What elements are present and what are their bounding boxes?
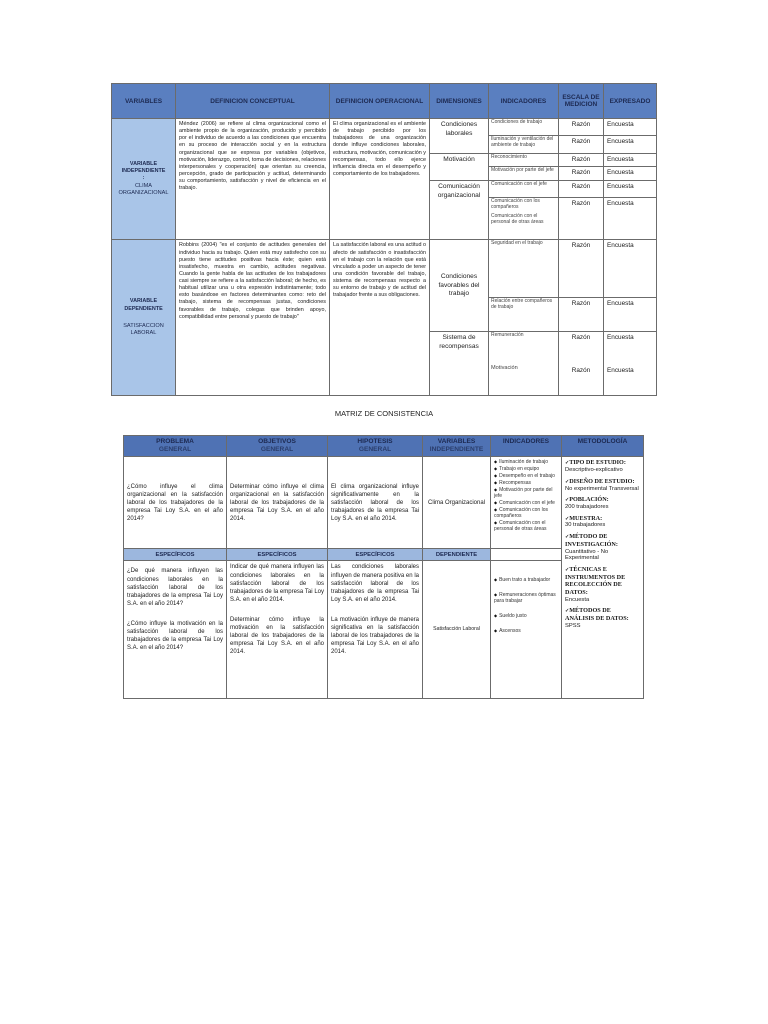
indicadores-dependiente — [491, 561, 562, 699]
expresado-cell: Encuesta — [604, 198, 657, 240]
var-indep-title: VARIABLE INDEPENDIENTE — [121, 161, 166, 175]
hipotesis-especifica: Las condiciones laborales influyen de manera positiva en la satisfacción laboral de los trabajadores de la empresa Tai Loy S.A. en el año 2014. — [331, 564, 419, 603]
objetivo-general: Determinar cómo influye el clima organizacional en la satisfacción laboral de los trabajadores de la empresa Tai Loy S.A. en el año 2014. — [227, 457, 328, 549]
indep-indicator-list — [494, 459, 558, 532]
list-item: ◆ Comunicación con los compañeros — [494, 507, 558, 519]
problemas-especificos — [124, 561, 227, 699]
problema-especifico: ¿Cómo influye la motivación en la satisfacción laboral de los trabajadores de la empresa Tai Loy S.A. en el año 2014? — [127, 620, 223, 651]
header-objetivos — [227, 436, 328, 457]
escala-value: Razón — [571, 334, 591, 342]
header-metodologia — [562, 436, 644, 457]
expresado-cell: Encuesta — [604, 240, 657, 298]
metodologia-item — [565, 566, 640, 603]
list-item: ◆ Motivación por parte del jefe — [494, 487, 558, 499]
header-expresado: EXPRESADO — [604, 84, 657, 119]
indicator — [489, 332, 559, 396]
def-operacional-1: El clima organizacional es el ambiente de trabajo percibido por los trabajadores de una organización donde influye condiciones laborales, estructura, motivación, comunicación y recompensas, todo ello ejerce influencia directa en el desempeño y comportamiento de los trabajadores. — [330, 119, 430, 240]
header-indicadores-a: INDICADORES — [502, 438, 550, 445]
indicator-line: Motivación — [491, 365, 518, 372]
metodologia-value: 200 trabajadores — [565, 504, 609, 511]
dep-indicator-list — [494, 577, 558, 634]
subheader-especificos: ESPECÍFICOS — [328, 549, 423, 561]
metodologia-item — [565, 459, 640, 473]
metodologia-label: ✓ POBLACIÓN: — [565, 496, 609, 503]
list-item: ◆ Ascensos — [494, 628, 558, 634]
metodologia-item — [565, 515, 640, 529]
expresado-cell: Encuesta — [604, 181, 657, 198]
dim-sistema-recompensas: Sistema de recompensas — [430, 332, 489, 396]
escala-cell: Razón — [559, 198, 604, 240]
metodologia-value: Cuantitativo - No Experimental — [565, 548, 609, 562]
list-item: ◆ Remuneraciones óptimas para trabajar — [494, 592, 558, 604]
header-variables-b: INDEPENDIENTE — [429, 446, 484, 454]
list-item: ◆ Trabajo en equipo — [494, 466, 558, 472]
var-dep-title: VARIABLE DEPENDIENTE — [124, 298, 163, 312]
subheader-dependiente: DEPENDIENTE — [423, 549, 491, 561]
operationalization-table — [111, 83, 657, 396]
hipotesis-general: El clima organizacional influye significativamente en la satisfacción laboral de los trabajadores de la empresa Tai Loy S.A. en el año 2014. — [328, 457, 423, 549]
metodologia-value: Descriptivo-explicativo — [565, 467, 623, 474]
metodologia-label: ✓ MÉTODO DE INVESTIGACIÓN: — [565, 533, 618, 548]
metodologia-label: ✓ MÉTODOS DE ANÁLISIS DE DATOS: — [565, 607, 629, 622]
escala-cell: Razón — [559, 119, 604, 136]
indicator: Seguridad en el trabajo — [489, 240, 559, 298]
var-indep-sep: : — [142, 175, 145, 182]
expresado-cell: Encuesta — [604, 119, 657, 136]
dim-condiciones-laborales: Condiciones laborales — [430, 119, 489, 154]
def-operacional-2: La satisfacción laboral es una actitud o afecto de satisfacción o insatisfacción en el trabajo con la relación que está vinculado a poder un aspecto de tener una condición favorable del trabajo, sistema de recompensas respecto a su entorno de trabajo y de actitud del trabajador frente a sus obligaciones. — [330, 240, 430, 396]
var-independiente-cell — [112, 119, 176, 240]
metodologia-item — [565, 478, 640, 492]
escala-cell: Razón — [559, 298, 604, 332]
header-indicadores — [491, 436, 562, 457]
metodologia-item — [565, 607, 640, 629]
indicadores-independiente — [491, 457, 562, 549]
header-problema-b: GENERAL — [158, 446, 192, 454]
list-item: ◆ Recompensas — [494, 480, 558, 486]
metodologia-label: ✓ MUESTRA: — [565, 515, 602, 522]
expresado-cell: Encuesta — [604, 298, 657, 332]
objetivos-especificos — [227, 561, 328, 699]
indicator-line: Comunicación con el personal de otras áreas — [491, 212, 544, 225]
header-objetivos-b: GENERAL — [260, 446, 294, 454]
header-problema — [124, 436, 227, 457]
metodologia-value: No experimental Transversal — [565, 485, 639, 492]
escala-cell: Razón — [559, 240, 604, 298]
def-conceptual-2: Robbins (2004) "es el conjunto de actitudes generales del individuo hacia su trabajo. Quien está muy satisfecho con su puesto tiene actitudes positivas hacia éste; quien está insatisfecho, muestra en cambio, actitudes negativas. Cuando la gente habla de las actitudes de los trabajadores casi siempre se refiere a la satisfacción laboral; de hecho, es habitual utilizar una u otra expresión indistintamente; todo esto basándose en factores determinantes como: reto del trabajo, sistema de recompensas justas, condiciones favorables de trabajo, colegas que brinden apoyo, compatibilidad entre personal y puesto de trabajo" — [176, 240, 330, 396]
list-item: ◆ Iluminación de trabajo — [494, 459, 558, 465]
indicator — [489, 198, 559, 240]
expresado-cell: Encuesta — [604, 167, 657, 181]
var-dependiente-cell — [112, 240, 176, 396]
header-escala: ESCALA DE MEDICION — [559, 84, 604, 119]
subheader-especificos: ESPECÍFICOS — [227, 549, 328, 561]
metodologia-cell — [562, 457, 644, 699]
indicator: Iluminación y ventilación del ambiente de trabajo — [489, 136, 559, 154]
escala-cell — [559, 332, 604, 396]
metodologia-label: ✓ TIPO DE ESTUDIO: — [565, 459, 626, 466]
metodologia-item — [565, 496, 640, 510]
dim-motivacion: Motivación — [430, 154, 489, 181]
header-hipotesis-b: GENERAL — [358, 446, 392, 454]
hipotesis-especifica: La motivación influye de manera significativa en la satisfacción laboral de los trabajadores de la empresa Tai Loy S.A. en el año 2014. — [331, 616, 419, 655]
var-dep-name: SATISFACCION LABORAL — [123, 322, 164, 337]
indicator: Condiciones de trabajo — [489, 119, 559, 136]
escala-value: Razón — [571, 366, 591, 374]
expresado-cell: Encuesta — [604, 136, 657, 154]
matrix-title: MATRIZ DE CONSISTENCIA — [334, 409, 434, 418]
list-item: ◆ Desempeño en el trabajo — [494, 473, 558, 479]
list-item: ◆ Comunicación con el personal de otras áreas — [494, 520, 558, 532]
list-item: ◆ Comunicación con el jefe — [494, 500, 558, 506]
variable-independiente: Clima Organizacional — [423, 457, 491, 549]
header-indicadores: INDICADORES — [489, 84, 559, 119]
list-item: ◆ Sueldo justo — [494, 613, 558, 619]
expresado-cell: Encuesta — [604, 154, 657, 167]
metodologia-value: SPSS — [565, 622, 581, 629]
indicator: Comunicación con el jefe — [489, 181, 559, 198]
header-metodologia-a: METODOLOGÍA — [577, 438, 628, 445]
header-def-operacional: DEFINICION OPERACIONAL — [330, 84, 430, 119]
def-conceptual-1: Méndez (2006) se refiere al clima organizacional como el ambiente propio de la organización, producido y percibido por el individuo de acuerdo a las condiciones que encuentra en su proceso de interacción social y en la estructura organizacional que se expresa por variables (objetivos, motivación, liderazgo, control, toma de decisiones, relaciones interpersonales y cooperación) que orientan su creencia, percepción, grado de participación y actitud, determinando su comportamiento, satisfacción y nivel de eficiencia en el trabajo. — [176, 119, 330, 240]
escala-cell: Razón — [559, 136, 604, 154]
metodologia-value: 30 trabajadores — [565, 522, 606, 529]
expresado-value: Encuesta — [607, 366, 634, 374]
header-problema-a: PROBLEMA — [156, 438, 194, 445]
indicator-line: Comunicación con los compañeros — [491, 198, 540, 211]
indicator: Relación entre compañeros de trabajo — [489, 298, 559, 332]
metodologia-label: ✓ DISEÑO DE ESTUDIO: — [565, 478, 635, 485]
metodologia-label: ✓ TÉCNICAS E INSTRUMENTOS DE RECOLECCIÓN DE DATOS: — [565, 566, 625, 596]
indicator: Reconocimiento — [489, 154, 559, 167]
metodologia-value: Encuesta — [565, 596, 590, 603]
header-def-conceptual: DEFINICION CONCEPTUAL — [176, 84, 330, 119]
header-variables — [423, 436, 491, 457]
dim-comunicacion: Comunicación organizacional — [430, 181, 489, 240]
escala-cell: Razón — [559, 167, 604, 181]
expresado-cell — [604, 332, 657, 396]
expresado-value: Encuesta — [607, 334, 634, 342]
indicator-line: Remuneración — [491, 332, 524, 339]
problema-especifico: ¿De qué manera influyen las condiciones laborales en la satisfacción laboral de los trabajadores de la empresa Tai Loy S.A. en el año 2014? — [127, 568, 223, 607]
subheader-especificos: ESPECÍFICOS — [124, 549, 227, 561]
escala-cell: Razón — [559, 154, 604, 167]
header-variables-a: VARIABLES — [437, 438, 476, 445]
header-hipotesis — [328, 436, 423, 457]
header-variables: VARIABLES — [112, 84, 176, 119]
header-dimensiones: DIMENSIONES — [430, 84, 489, 119]
subheader-blank — [491, 549, 562, 561]
objetivo-especifico: Determinar cómo influye la motivación en la satisfacción laboral de los trabajadores de la empresa Tai Loy S.A. en el año 2014. — [230, 616, 324, 655]
escala-cell: Razón — [559, 181, 604, 198]
objetivo-especifico: Indicar de qué manera influyen las condiciones laborales en la satisfacción laboral de los trabajadores de la empresa Tai Loy S.A. en el año 2014. — [230, 564, 324, 603]
dim-condiciones-favorables: Condiciones favorables del trabajo — [430, 240, 489, 332]
consistency-matrix-table — [123, 435, 644, 699]
hipotesis-especificas — [328, 561, 423, 699]
var-indep-name: CLIMA ORGANIZACIONAL — [118, 182, 169, 196]
header-objetivos-a: OBJETIVOS — [258, 438, 296, 445]
header-hipotesis-a: HIPOTESIS — [357, 438, 393, 445]
metodologia-item — [565, 533, 640, 562]
problema-general: ¿Cómo influye el clima organizacional en la satisfacción laboral de los trabajadores de la empresa Tai Loy S.A. en el año 2014? — [124, 457, 227, 549]
variable-dependiente: Satisfacción Laboral — [423, 561, 491, 699]
list-item: ◆ Buen trato a trabajador — [494, 577, 558, 583]
indicator: Motivación por parte del jefe — [489, 167, 559, 181]
